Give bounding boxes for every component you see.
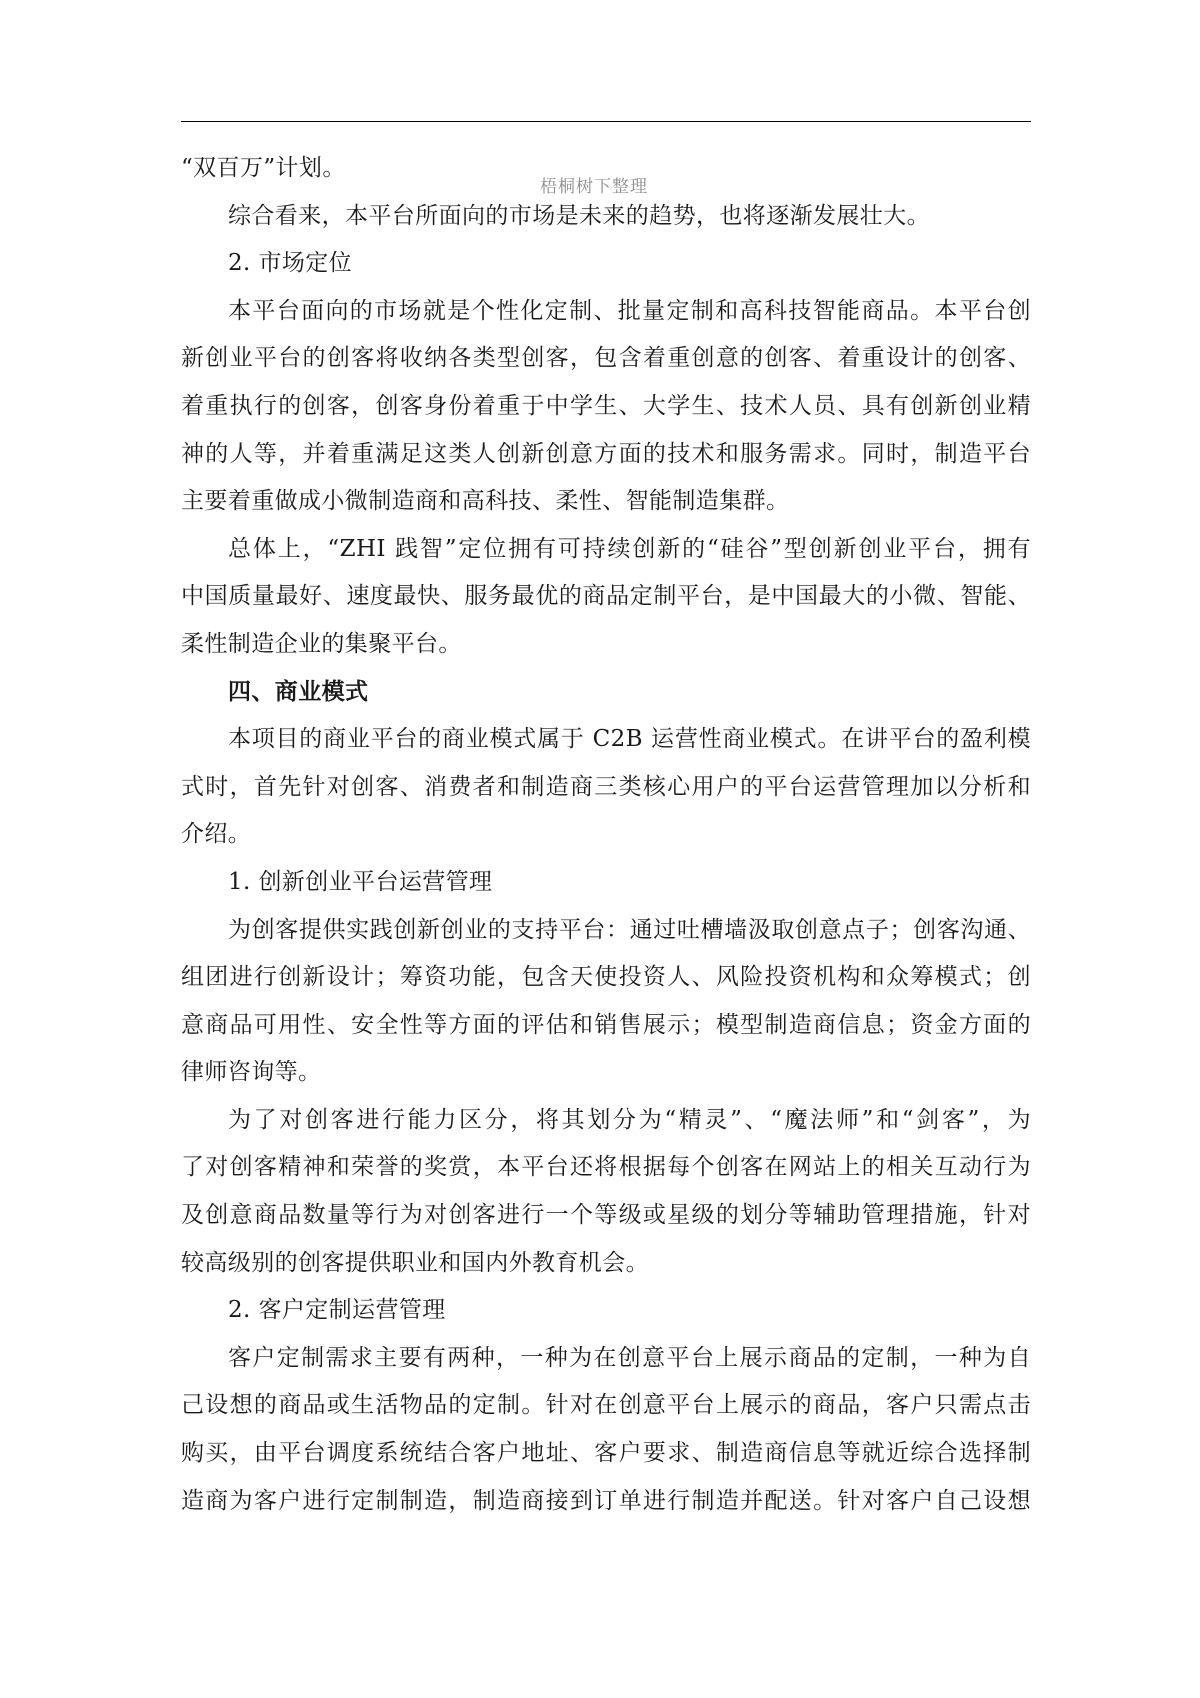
text-line: 介绍。	[181, 821, 252, 848]
text-line: 客户定制需求主要有两种，一种为在创意平台上展示商品的定制，一种为自	[228, 1344, 1031, 1371]
section-heading: 2. 客户定制运营管理	[228, 1297, 446, 1324]
text-line: 律师咨询等。	[181, 1059, 322, 1086]
text-line: 新创业平台的创客将收纳各类型创客，包含着重创意的创客、着重设计的创客、	[181, 345, 1031, 372]
text-line: 柔性制造企业的集聚平台。	[181, 630, 462, 657]
text-line: 主要着重做成小微制造商和高科技、柔性、智能制造集群。	[181, 488, 790, 515]
text-line: “双百万”计划。	[181, 155, 346, 181]
text-line: 总体上，“ZHI 践智”定位拥有可持续创新的“硅谷”型创新创业平台，拥有	[228, 535, 1031, 562]
header-rule	[181, 121, 1031, 122]
text-line: 为创客提供实践创新创业的支持平台：通过吐槽墙汲取创意点子；创客沟通、	[228, 916, 1031, 943]
section-heading: 2. 市场定位	[228, 250, 353, 277]
text-line: 综合看来，本平台所面向的市场是未来的趋势，也将逐渐发展壮大。	[228, 202, 930, 229]
text-line: 意商品可用性、安全性等方面的评估和销售展示；模型制造商信息；资金方面的	[181, 1011, 1031, 1038]
text-line: 造商为客户进行定制制造，制造商接到订单进行制造并配送。针对客户自己设想	[181, 1487, 1031, 1514]
text-line: 着重执行的创客，创客身份着重于中学生、大学生、技术人员、具有创新创业精	[181, 392, 1031, 419]
watermark: 梧桐树下整理	[540, 177, 648, 197]
text-line: 较高级别的创客提供职业和国内外教育机会。	[181, 1249, 649, 1276]
text-line: 购买，由平台调度系统结合客户地址、客户要求、制造商信息等就近综合选择制	[181, 1440, 1031, 1467]
text-line: 中国质量最好、速度最快、服务最优的商品定制平台，是中国最大的小微、智能、	[181, 583, 1031, 610]
document-body	[181, 145, 1031, 1525]
text-line: 及创意商品数量等行为对创客进行一个等级或星级的划分等辅助管理措施，针对	[181, 1202, 1031, 1229]
text-line: 本平台面向的市场就是个性化定制、批量定制和高科技智能商品。本平台创	[228, 297, 1031, 324]
section-heading: 1. 创新创业平台运营管理	[228, 868, 493, 895]
chapter-heading: 四、商业模式	[228, 678, 369, 705]
text-line: 了对创客精神和荣誉的奖赏，本平台还将根据每个创客在网站上的相关互动行为	[181, 1154, 1031, 1181]
text-line: 神的人等，并着重满足这类人创新创意方面的技术和服务需求。同时，制造平台	[181, 440, 1031, 467]
text-line: 式时，首先针对创客、消费者和制造商三类核心用户的平台运营管理加以分析和	[181, 773, 1031, 800]
text-line: 组团进行创新设计；筹资功能，包含天使投资人、风险投资机构和众筹模式；创	[181, 964, 1031, 991]
text-line: 本项目的商业平台的商业模式属于 C2B 运营性商业模式。在讲平台的盈利模	[228, 726, 1031, 753]
text-line: 为了对创客进行能力区分，将其划分为“精灵”、“魔法师”和“剑客”，为	[228, 1106, 1031, 1133]
text-line: 己设想的商品或生活物品的定制。针对在创意平台上展示的商品，客户只需点击	[181, 1392, 1031, 1419]
